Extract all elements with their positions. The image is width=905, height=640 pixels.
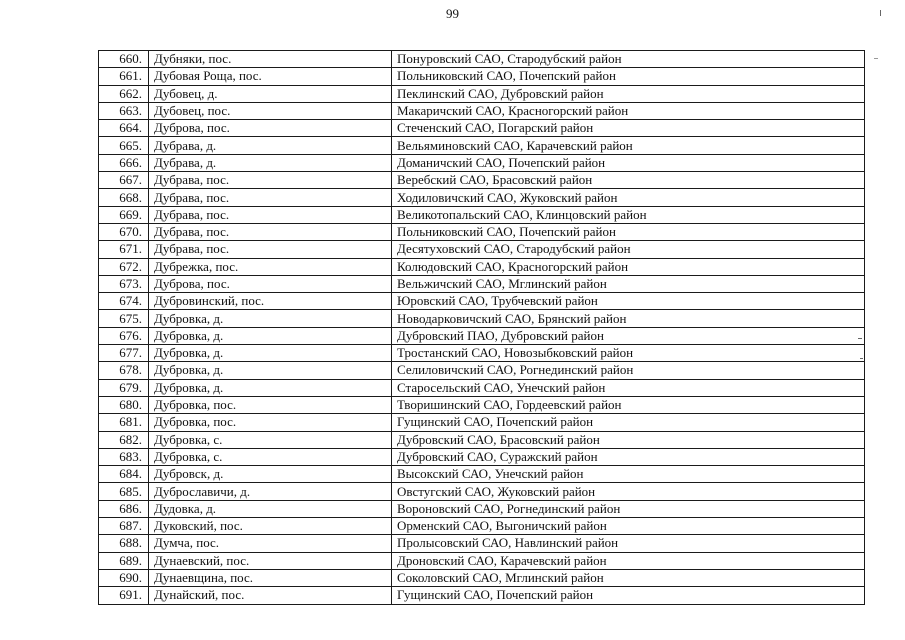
row-number: 682. xyxy=(99,431,149,448)
settlement-name: Дуброва, пос. xyxy=(149,120,392,137)
district-name: Польниковский САО, Почепский район xyxy=(392,68,865,85)
table-row xyxy=(99,85,865,102)
district-name: Гущинский САО, Почепский район xyxy=(392,587,865,604)
settlement-name: Дуброва, пос. xyxy=(149,275,392,292)
settlement-name: Дубровка, пос. xyxy=(149,414,392,431)
district-name: Гущинский САО, Почепский район xyxy=(392,414,865,431)
district-name: Тростанский САО, Новозыбковский район xyxy=(392,345,865,362)
district-name: Вельяминовский САО, Карачевский район xyxy=(392,137,865,154)
row-number: 665. xyxy=(99,137,149,154)
settlement-name: Дубрава, пос. xyxy=(149,189,392,206)
settlement-name: Дуброславичи, д. xyxy=(149,483,392,500)
settlement-name: Дубровск, д. xyxy=(149,466,392,483)
table-row xyxy=(99,431,865,448)
district-name: Дроновский САО, Карачевский район xyxy=(392,552,865,569)
row-number: 681. xyxy=(99,414,149,431)
table-row xyxy=(99,68,865,85)
table-row xyxy=(99,587,865,604)
district-name: Дубровский ПАО, Дубровский район xyxy=(392,327,865,344)
scan-mark xyxy=(858,338,862,339)
district-name: Юровский САО, Трубчевский район xyxy=(392,293,865,310)
settlement-name: Дуковский, пос. xyxy=(149,518,392,535)
district-name: Десятуховский САО, Стародубский район xyxy=(392,241,865,258)
district-name: Пролысовский САО, Навлинский район xyxy=(392,535,865,552)
table-row xyxy=(99,172,865,189)
row-number: 661. xyxy=(99,68,149,85)
row-number: 690. xyxy=(99,569,149,586)
district-name: Вороновский САО, Рогнединский район xyxy=(392,500,865,517)
district-name: Дубровский САО, Брасовский район xyxy=(392,431,865,448)
district-name: Овстугский САО, Жуковский район xyxy=(392,483,865,500)
district-name: Творишинский САО, Гордеевский район xyxy=(392,396,865,413)
table-row xyxy=(99,258,865,275)
settlement-name: Дубрава, д. xyxy=(149,154,392,171)
district-name: Высокский САО, Унечский район xyxy=(392,466,865,483)
settlement-name: Дубровка, пос. xyxy=(149,396,392,413)
table-row xyxy=(99,120,865,137)
district-name: Старосельский САО, Унечский район xyxy=(392,379,865,396)
district-name: Стеченский САО, Погарский район xyxy=(392,120,865,137)
row-number: 679. xyxy=(99,379,149,396)
row-number: 667. xyxy=(99,172,149,189)
page-number: 99 xyxy=(446,6,459,21)
table-row xyxy=(99,345,865,362)
table-row xyxy=(99,293,865,310)
table-row xyxy=(99,500,865,517)
district-name: Веребский САО, Брасовский район xyxy=(392,172,865,189)
row-number: 670. xyxy=(99,223,149,240)
scan-mark xyxy=(860,358,863,359)
district-name: Доманичский САО, Почепский район xyxy=(392,154,865,171)
settlement-name: Думча, пос. xyxy=(149,535,392,552)
row-number: 674. xyxy=(99,293,149,310)
district-name: Дубровский САО, Суражский район xyxy=(392,448,865,465)
row-number: 671. xyxy=(99,241,149,258)
table-row xyxy=(99,241,865,258)
settlement-name: Дубровка, д. xyxy=(149,379,392,396)
district-name: Новодарковичский САО, Брянский район xyxy=(392,310,865,327)
district-name: Понуровский САО, Стародубский район xyxy=(392,51,865,68)
district-name: Селиловичский САО, Рогнединский район xyxy=(392,362,865,379)
settlement-name: Дубровинский, пос. xyxy=(149,293,392,310)
row-number: 677. xyxy=(99,345,149,362)
district-name: Орменский САО, Выгоничский район xyxy=(392,518,865,535)
row-number: 686. xyxy=(99,500,149,517)
settlements-table xyxy=(98,50,865,605)
row-number: 672. xyxy=(99,258,149,275)
settlement-name: Дубрава, пос. xyxy=(149,241,392,258)
row-number: 673. xyxy=(99,275,149,292)
table-row xyxy=(99,535,865,552)
table-row xyxy=(99,414,865,431)
row-number: 662. xyxy=(99,85,149,102)
settlement-name: Дунаевский, пос. xyxy=(149,552,392,569)
scan-mark xyxy=(880,10,881,16)
district-name: Вельжичский САО, Мглинский район xyxy=(392,275,865,292)
settlement-name: Дубрава, пос. xyxy=(149,223,392,240)
table-row xyxy=(99,310,865,327)
table-row xyxy=(99,154,865,171)
district-name: Великотопальский САО, Клинцовский район xyxy=(392,206,865,223)
row-number: 689. xyxy=(99,552,149,569)
settlement-name: Дунайский, пос. xyxy=(149,587,392,604)
settlement-name: Дубрежка, пос. xyxy=(149,258,392,275)
table-row xyxy=(99,137,865,154)
table-row xyxy=(99,189,865,206)
row-number: 684. xyxy=(99,466,149,483)
district-name: Ходиловичский САО, Жуковский район xyxy=(392,189,865,206)
settlement-name: Дубрава, пос. xyxy=(149,206,392,223)
settlement-name: Дубовец, д. xyxy=(149,85,392,102)
row-number: 663. xyxy=(99,102,149,119)
settlements-table-body xyxy=(99,51,865,605)
settlement-name: Дубровка, с. xyxy=(149,448,392,465)
row-number: 687. xyxy=(99,518,149,535)
row-number: 683. xyxy=(99,448,149,465)
table-row xyxy=(99,448,865,465)
table-row xyxy=(99,518,865,535)
table-row xyxy=(99,483,865,500)
settlement-name: Дудовка, д. xyxy=(149,500,392,517)
settlement-name: Дубрава, пос. xyxy=(149,172,392,189)
table-row xyxy=(99,396,865,413)
district-name: Польниковский САО, Почепский район xyxy=(392,223,865,240)
row-number: 668. xyxy=(99,189,149,206)
district-name: Пеклинский САО, Дубровский район xyxy=(392,85,865,102)
settlement-name: Дубровка, д. xyxy=(149,310,392,327)
row-number: 666. xyxy=(99,154,149,171)
row-number: 691. xyxy=(99,587,149,604)
table-row xyxy=(99,552,865,569)
district-name: Макаричский САО, Красногорский район xyxy=(392,102,865,119)
table-row xyxy=(99,275,865,292)
table-row xyxy=(99,569,865,586)
table-row xyxy=(99,51,865,68)
row-number: 676. xyxy=(99,327,149,344)
settlement-name: Дубровка, д. xyxy=(149,362,392,379)
row-number: 669. xyxy=(99,206,149,223)
table-row xyxy=(99,223,865,240)
settlement-name: Дубровка, д. xyxy=(149,345,392,362)
row-number: 685. xyxy=(99,483,149,500)
settlement-name: Дубняки, пос. xyxy=(149,51,392,68)
row-number: 678. xyxy=(99,362,149,379)
table-row xyxy=(99,206,865,223)
settlement-name: Дубрава, д. xyxy=(149,137,392,154)
table-row xyxy=(99,362,865,379)
table-row xyxy=(99,379,865,396)
settlement-name: Дубровка, с. xyxy=(149,431,392,448)
settlement-name: Дубовец, пос. xyxy=(149,102,392,119)
table-row xyxy=(99,327,865,344)
settlement-name: Дубовая Роща, пос. xyxy=(149,68,392,85)
row-number: 664. xyxy=(99,120,149,137)
row-number: 680. xyxy=(99,396,149,413)
settlement-name: Дунаевщина, пос. xyxy=(149,569,392,586)
district-name: Колюдовский САО, Красногорский район xyxy=(392,258,865,275)
row-number: 660. xyxy=(99,51,149,68)
row-number: 675. xyxy=(99,310,149,327)
row-number: 688. xyxy=(99,535,149,552)
district-name: Соколовский САО, Мглинский район xyxy=(392,569,865,586)
table-row xyxy=(99,102,865,119)
scan-mark xyxy=(874,58,878,59)
settlement-name: Дубровка, д. xyxy=(149,327,392,344)
table-row xyxy=(99,466,865,483)
